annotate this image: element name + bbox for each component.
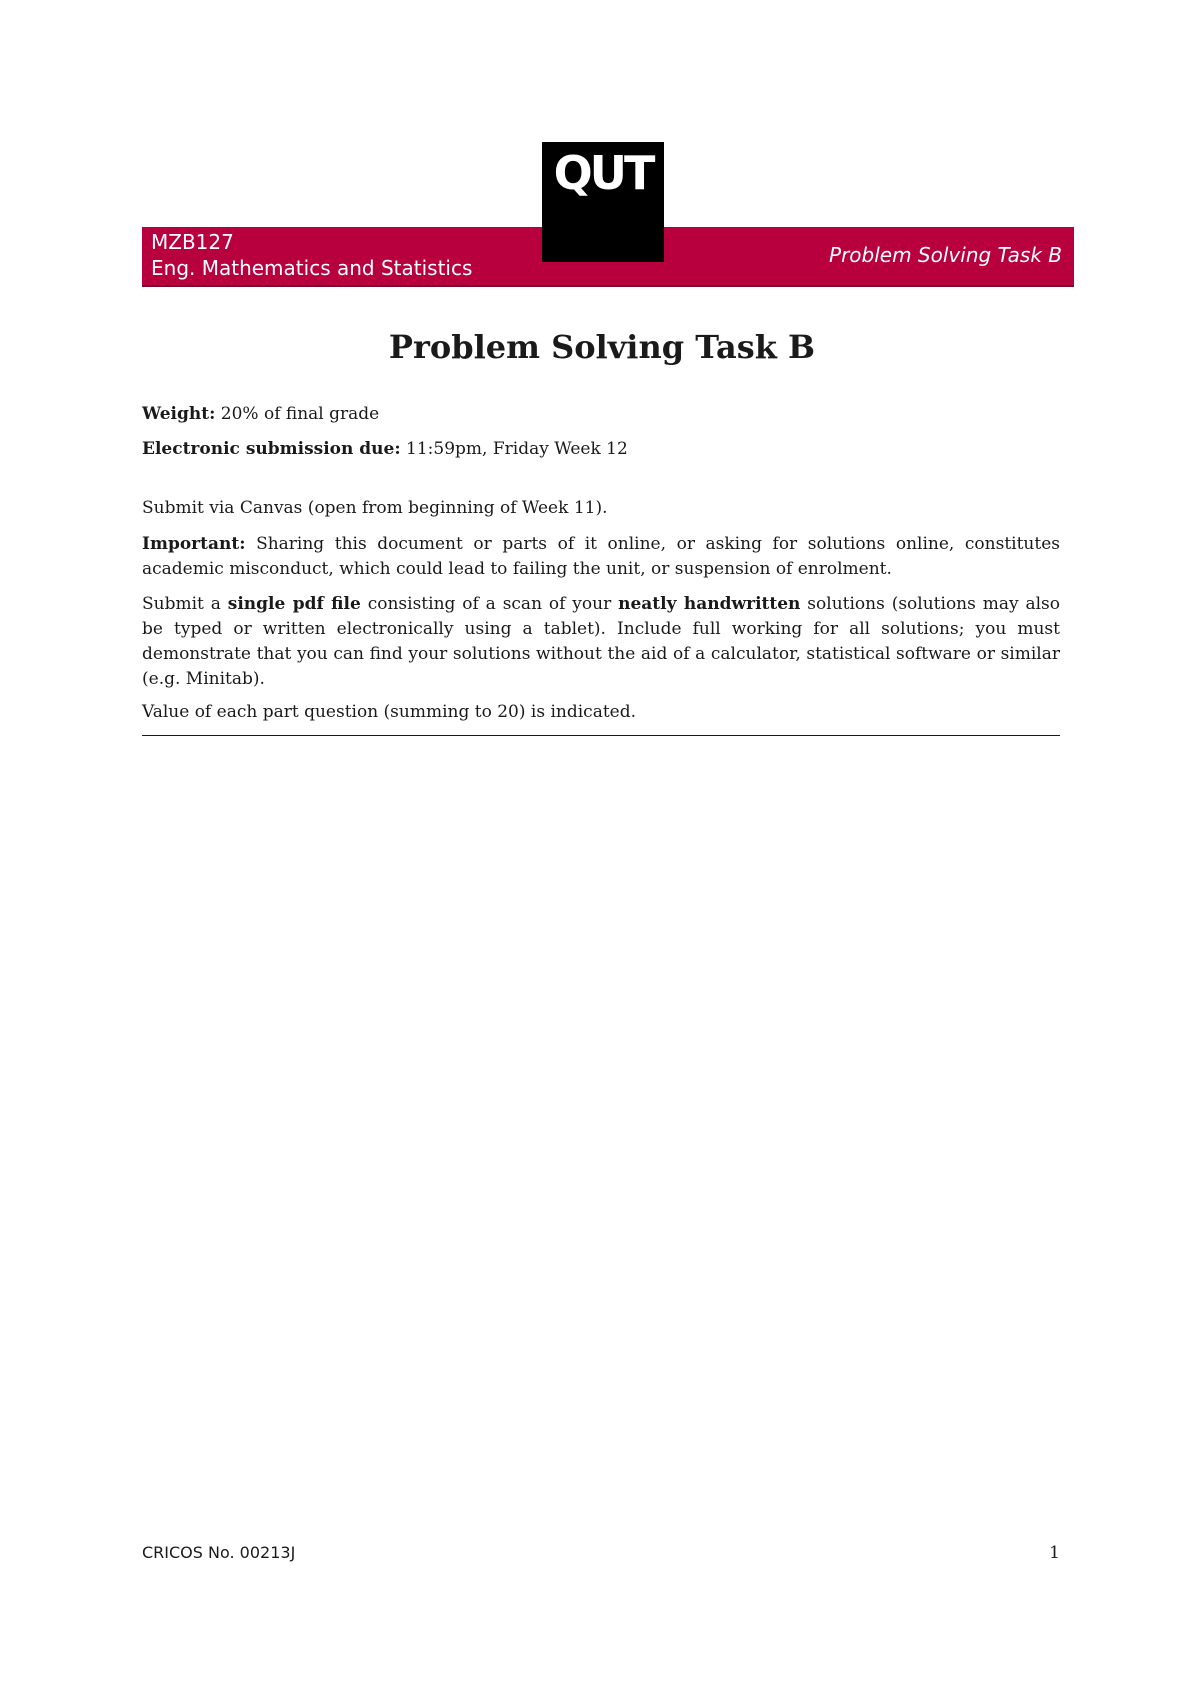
submission-bold-pdf: single pdf file bbox=[227, 594, 361, 614]
important-paragraph bbox=[142, 532, 1060, 582]
document-title: Problem Solving Task B bbox=[388, 328, 816, 366]
submission-paragraph bbox=[142, 592, 1060, 692]
unit-code: MZB127 bbox=[151, 230, 234, 254]
due-value: 11:59pm, Friday Week 12 bbox=[406, 439, 628, 459]
weight-label: Weight: bbox=[142, 404, 216, 424]
cricos-number: CRICOS No. 00213J bbox=[142, 1543, 296, 1562]
submission-bold-handwritten: neatly handwritten bbox=[618, 594, 801, 614]
due-line bbox=[142, 441, 628, 458]
weight-value: 20% of final grade bbox=[220, 404, 380, 424]
unit-name: Eng. Mathematics and Statistics bbox=[151, 256, 473, 280]
weight-line bbox=[142, 406, 379, 423]
important-text: Sharing this document or parts of it online, or asking for solutions online, constitutes academic misconduct, which could lead to failing the unit, or suspension of enrolment. bbox=[142, 534, 1060, 579]
submission-mid: consisting of a scan of your bbox=[360, 594, 619, 614]
due-label: Electronic submission due: bbox=[142, 439, 401, 459]
value-note: Value of each part question (summing to 20) is indicated. bbox=[142, 702, 637, 722]
header-rule bbox=[142, 285, 1074, 287]
logo-text: QUT bbox=[553, 146, 653, 200]
section-rule bbox=[142, 735, 1060, 736]
submit-via-paragraph: Submit via Canvas (open from beginning of Week 11). bbox=[142, 498, 608, 518]
header-task-label: Problem Solving Task B bbox=[829, 243, 1062, 267]
page-number: 1 bbox=[1049, 1543, 1060, 1563]
submission-rest: solutions (solutions may also be typed or written electronically using a tablet). Include full working for all solutions; you must demonstrate that you can find your solutions without the aid of a calculator, statistical software or similar (e.g. Minitab). bbox=[142, 594, 1060, 689]
submission-prefix: Submit a bbox=[142, 594, 228, 614]
important-label: Important: bbox=[142, 534, 246, 554]
qut-logo bbox=[542, 142, 664, 262]
